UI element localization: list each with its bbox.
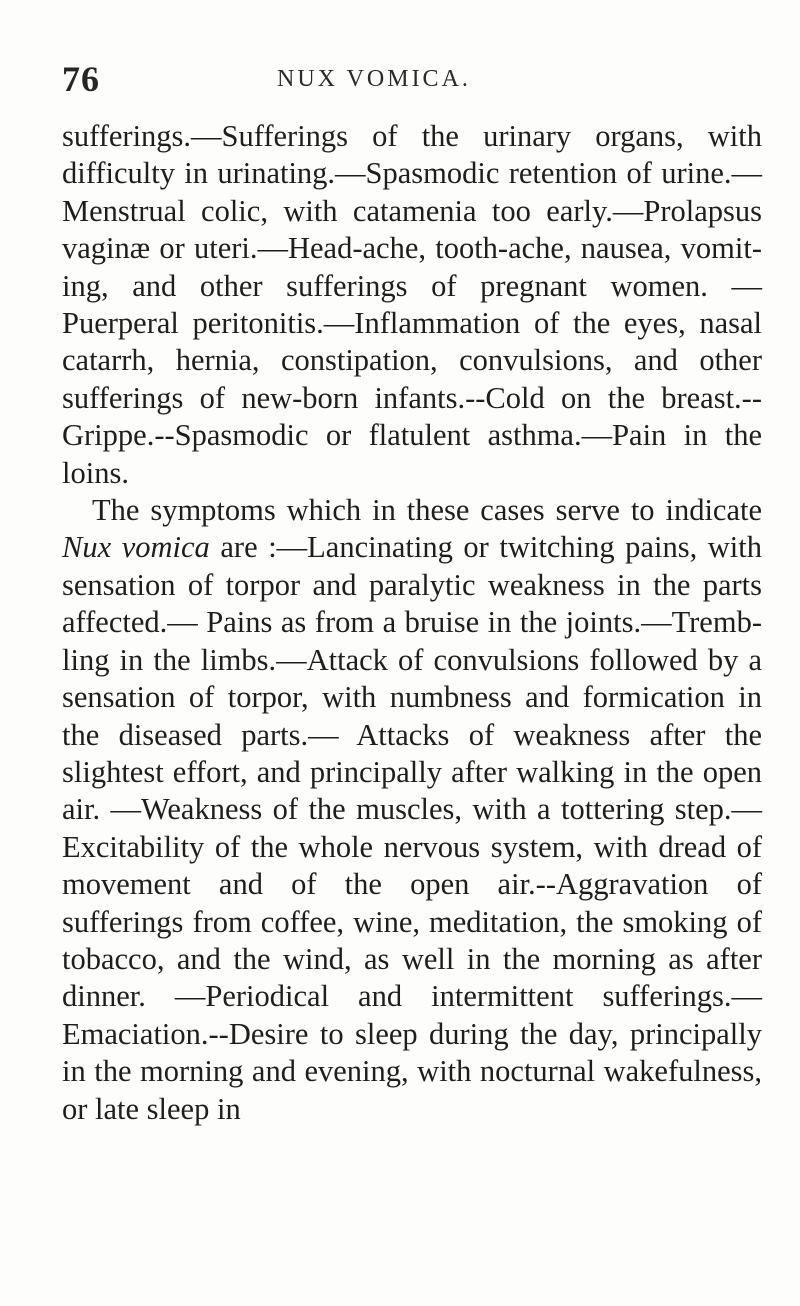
body-text [62, 118, 762, 1128]
running-title: NUX VOMICA. [277, 66, 471, 92]
paragraph-symptoms [62, 492, 762, 1128]
page-number: 76 [62, 59, 100, 99]
remedy-name-italic: Nux vomica [62, 530, 210, 565]
running-head [62, 58, 762, 98]
paragraph-symptoms-rest: are :—Lancinating or twitching pains, with sensation of torpor and paralytic weakness in the parts affected.— Pains as from a bruise in the joints.—Trembling in the limbs.—Attack of convulsions followed by a sensation of torpor, with numbness and formication in the diseased parts.— Attacks of weakness after the slightest effort, and principally after walking in the open air. —Weakness of the muscles, with a tottering step.—Excitability of the whole nervous system, with dread of movement and of the open air.--Aggravation of sufferings from coffee, wine, meditation, the smoking of tobacco, and the wind, as well in the morning as after dinner. —Periodical and intermittent sufferings.— Emaciation.--Desire to sleep during the day, principally in the morning and evening, with nocturnal wakefulness, or late sleep in [62, 530, 762, 1126]
paragraph-symptoms-lead: The symptoms which in these cases serve to indicate [92, 493, 762, 528]
paragraph-continuation: sufferings.—Sufferings of the urinary organs, with difficulty in urinating.—Spasmodic retention of urine.—Menstrual colic, with catamenia too early.—Prolapsus vaginæ or uteri.—Head-ache, tooth-ache, nausea, vomiting, and other sufferings of pregnant women. —Puerperal peritonitis.—Inflammation of the eyes, nasal catarrh, hernia, constipation, convulsions, and other sufferings of new-born infants.--Cold on the breast.--Grippe.--Spasmodic or flatulent asthma.—Pain in the loins. [62, 119, 762, 490]
